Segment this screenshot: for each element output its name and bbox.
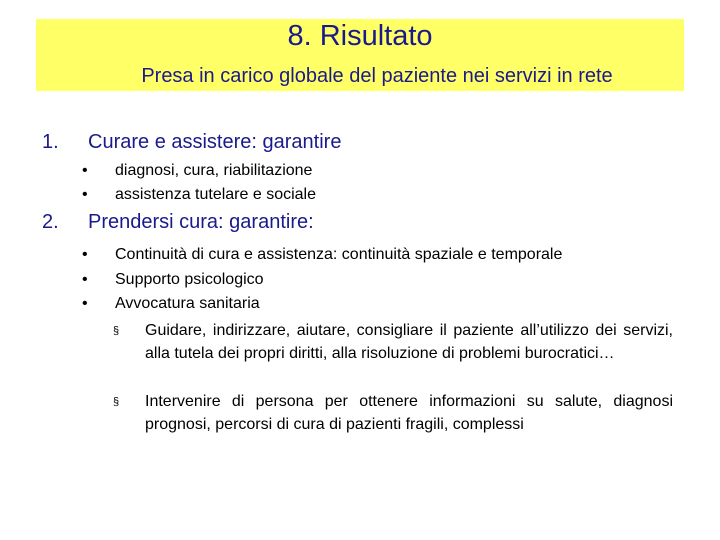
- bullet-icon: •: [82, 186, 88, 203]
- bullet-icon: •: [82, 271, 88, 288]
- bullet-icon: •: [82, 295, 88, 312]
- list-item: [82, 186, 316, 204]
- bullet-icon: •: [82, 246, 88, 263]
- list-item: [82, 162, 312, 180]
- slide-title: 8. Risultato: [287, 20, 433, 52]
- sub-list-item-text: Intervenire di persona per ottenere informazioni su salute, diagnosi prognosi, percorsi di cura di pazienti fragili, complessi: [145, 393, 673, 433]
- list-item: [82, 271, 264, 289]
- section-2-heading: [42, 211, 314, 234]
- section-1-heading: [42, 131, 341, 154]
- section-number: 2.: [42, 211, 59, 233]
- section-number: 1.: [42, 131, 59, 153]
- list-item-text: Continuità di cura e assistenza: continuità spaziale e temporale: [115, 246, 563, 263]
- square-bullet-icon: §: [113, 325, 120, 337]
- list-item-text: Avvocatura sanitaria: [115, 295, 260, 312]
- square-bullet-icon: §: [113, 396, 120, 408]
- list-item-text: diagnosi, cura, riabilitazione: [115, 162, 313, 179]
- sub-list-item: [113, 391, 673, 436]
- list-item: [82, 246, 562, 264]
- title-banner: [36, 19, 684, 91]
- bullet-icon: •: [82, 162, 88, 179]
- section-label: Prendersi cura: garantire:: [88, 211, 314, 233]
- section-label: Curare e assistere: garantire: [88, 131, 342, 153]
- list-item-text: Supporto psicologico: [115, 271, 264, 288]
- list-item-text: assistenza tutelare e sociale: [115, 186, 316, 203]
- slide-subtitle: Presa in carico globale del paziente nei servizi in rete: [141, 65, 613, 87]
- list-item: [82, 295, 260, 313]
- sub-list-item-text: Guidare, indirizzare, aiutare, consigliare il paziente all’utilizzo dei servizi, alla tutela dei propri diritti, alla risoluzione di problemi burocratici…: [145, 322, 673, 362]
- sub-list-item: [113, 320, 673, 365]
